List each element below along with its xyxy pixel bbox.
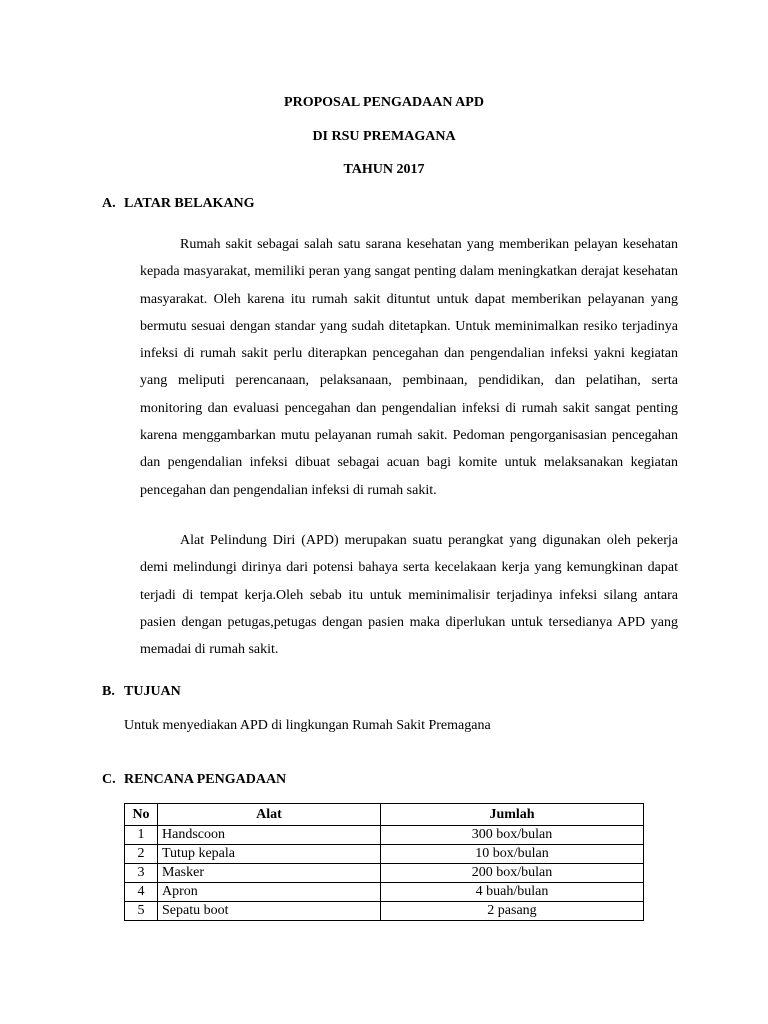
cell-alat: Handscoon	[158, 826, 381, 845]
procurement-table	[124, 803, 644, 921]
cell-jumlah: 4 buah/bulan	[381, 883, 644, 902]
cell-alat: Sepatu boot	[158, 902, 381, 921]
section-c-heading	[102, 771, 286, 789]
section-b-heading	[102, 683, 181, 701]
section-a-heading	[102, 195, 255, 213]
table-header-row	[125, 804, 644, 826]
section-a-paragraph-2: Alat Pelindung Diri (APD) merupakan suatu perangkat yang digunakan oleh pekerja demi melindungi dirinya dari potensi bahaya serta kecelakaan kerja yang kemungkinan dapat terjadi di tempat kerja.Oleh sebab itu untuk meminimalisir terjadinya infeksi silang antara pasien dengan petugas,petugas dengan pasien maka diperlukan untuk tersedianya APD yang memadai di rumah sakit.	[140, 533, 678, 658]
cell-jumlah: 200 box/bulan	[381, 864, 644, 883]
table-row	[125, 845, 644, 864]
section-b-text: Untuk menyediakan APD di lingkungan Rumah Sakit Premagana	[124, 718, 491, 733]
cell-no: 1	[125, 826, 158, 845]
section-b-title: TUJUAN	[124, 684, 181, 699]
cell-jumlah: 300 box/bulan	[381, 826, 644, 845]
cell-jumlah: 2 pasang	[381, 902, 644, 921]
section-b-letter: B.	[102, 684, 115, 699]
title-line-2: DI RSU PREMAGANA	[312, 129, 456, 144]
section-a-title: LATAR BELAKANG	[124, 196, 255, 211]
header-jumlah: Jumlah	[381, 804, 644, 826]
section-c-letter: C.	[102, 772, 116, 787]
section-a-letter: A.	[102, 196, 116, 211]
cell-alat: Tutup kepala	[158, 845, 381, 864]
header-alat: Alat	[158, 804, 381, 826]
table-row	[125, 883, 644, 902]
cell-alat: Apron	[158, 883, 381, 902]
section-a-paragraph-1: Rumah sakit sebagai salah satu sarana kesehatan yang memberikan pelayan kesehatan kepada masyarakat, memiliki peran yang sangat penting dalam meningkatkan derajat kesehatan masyarakat. Oleh karena itu rumah sakit dituntut untuk dapat memberikan pelayanan yang bermutu sesuai dengan standar yang sudah ditetapkan. Untuk meminimalkan resiko terjadinya infeksi di rumah sakit perlu diterapkan pencegahan dan pengendalian infeksi yakni kegiatan yang meliputi perencanaan, pelaksanaan, pembinaan, pendidikan, dan pelatihan, serta monitoring dan evaluasi pencegahan dan pengendalian infeksi di rumah sakit sangat penting karena menggambarkan mutu pelayanan rumah sakit. Pedoman pengorganisasian pencegahan dan pengendalian infeksi dibuat sebagai acuan bagi komite untuk melaksanakan kegiatan pencegahan dan pengendalian infeksi di rumah sakit.	[140, 237, 678, 498]
cell-no: 4	[125, 883, 158, 902]
title-line-1: PROPOSAL PENGADAAN APD	[284, 95, 484, 110]
table-row	[125, 864, 644, 883]
cell-alat: Masker	[158, 864, 381, 883]
cell-no: 2	[125, 845, 158, 864]
cell-no: 5	[125, 902, 158, 921]
cell-jumlah: 10 box/bulan	[381, 845, 644, 864]
table-row	[125, 902, 644, 921]
header-no: No	[125, 804, 158, 826]
section-c-title: RENCANA PENGADAAN	[124, 772, 287, 787]
table-row	[125, 826, 644, 845]
cell-no: 3	[125, 864, 158, 883]
title-line-3: TAHUN 2017	[343, 162, 425, 177]
